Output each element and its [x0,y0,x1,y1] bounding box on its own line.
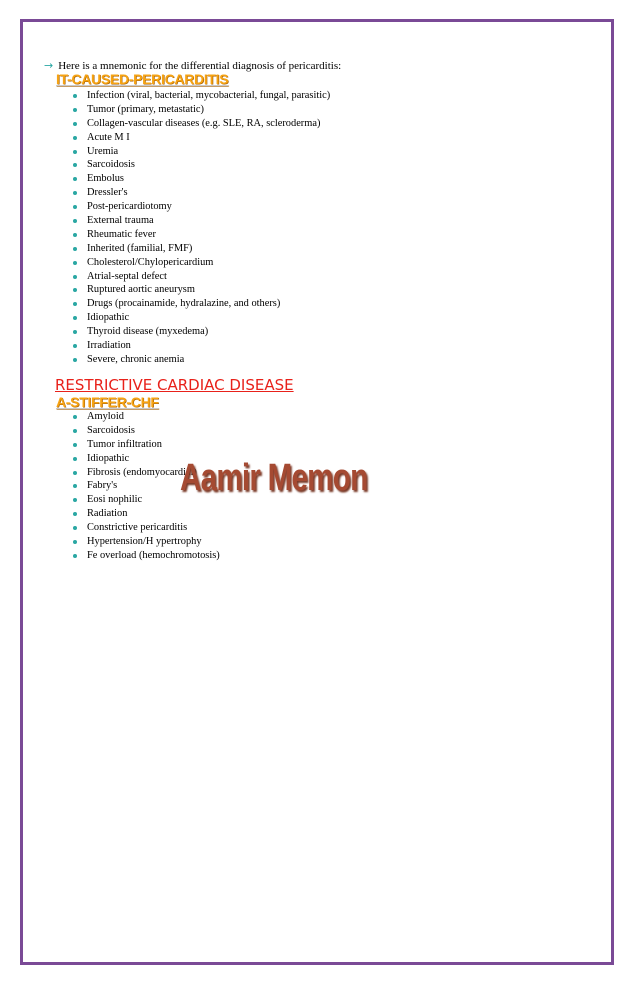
list-item: Thyroid disease (myxedema) [71,325,330,339]
list-item: Idiopathic [71,452,220,466]
list-item: Constrictive pericarditis [71,521,220,535]
list-item: Sarcoidosis [71,424,220,438]
list-item: Post-pericardiotomy [71,200,330,214]
list-item: Tumor infiltration [71,438,220,452]
restrictive-mnemonic: A-STIFFER-CHF [56,394,159,410]
list-item: Ruptured aortic aneurysm [71,283,330,297]
list-item: Dressler's [71,186,330,200]
list-item: Radiation [71,507,220,521]
list-item: Sarcoidosis [71,158,330,172]
list-item: Fe overload (hemochromotosis) [71,549,220,563]
author-watermark: Aamir Memon [180,457,368,499]
list-item: Cholesterol/Chylopericardium [71,256,330,270]
restrictive-heading: RESTRICTIVE CARDIAC DISEASE [55,376,294,394]
list-item: Drugs (procainamide, hydralazine, and others) [71,297,330,311]
list-item: External trauma [71,214,330,228]
pericarditis-mnemonic: IT-CAUSED-PERICARDITIS [56,71,229,87]
list-item: Rheumatic fever [71,228,330,242]
list-item: Severe, chronic anemia [71,353,330,367]
intro-text: Here is a mnemonic for the differential diagnosis of pericarditis: [58,60,342,72]
list-item: Atrial-septal defect [71,270,330,284]
list-item: Infection (viral, bacterial, mycobacterial, fungal, parasitic) [71,89,330,103]
list-item: Tumor (primary, metastatic) [71,103,330,117]
list-item: Collagen-vascular diseases (e.g. SLE, RA, scleroderma) [71,117,330,131]
list-item: Fabry's [71,479,220,493]
list-item: Idiopathic [71,311,330,325]
list-item: Amyloid [71,410,220,424]
pericarditis-list [71,89,330,367]
list-item: Fibrosis (endomyocardial) [71,466,220,480]
list-item: Irradiation [71,339,330,353]
list-item: Inherited (familial, FMF) [71,242,330,256]
arrow-icon: → [44,59,54,72]
list-item: Eosi nophilic [71,493,220,507]
list-item: Embolus [71,172,330,186]
list-item: Hypertension/H ypertrophy [71,535,220,549]
list-item: Acute M I [71,131,330,145]
list-item: Uremia [71,145,330,159]
